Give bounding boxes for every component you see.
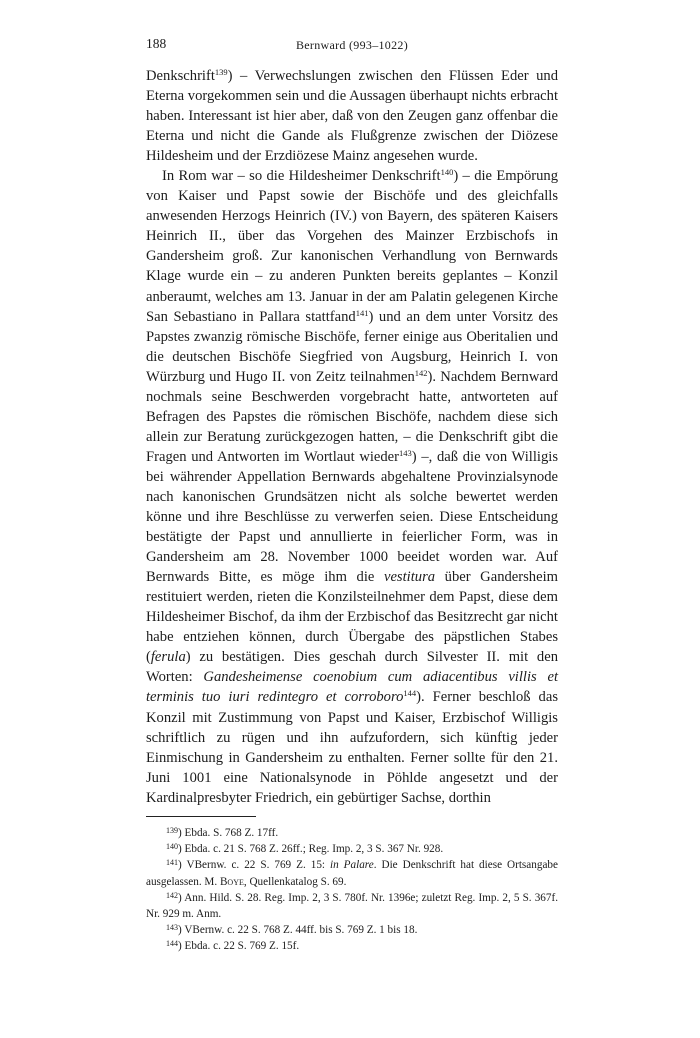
- footnote-140: [146, 841, 558, 857]
- italic-term-vestitura: vestitura: [383, 569, 436, 586]
- footnote-text: ) VBernw. c. 22 S. 769 Z. 15:: [178, 859, 330, 872]
- footnote-139: [146, 825, 558, 841]
- author-name: Boye: [219, 875, 244, 888]
- latin-quotation: Gandesheimense coenobium cum adiacentibus villis et terminis tuo iuri redintegro et corroboro: [146, 669, 558, 706]
- footnote-ref-141[interactable]: 141: [355, 307, 369, 318]
- footnote-text: . Die Denkschrift hat diese Ortsangabe ausgelassen. M.: [146, 859, 558, 888]
- main-text: [146, 66, 558, 808]
- text-run: ) und an dem unter Vorsitz des Papstes zwanzig römische Bischöfe, ferner einige aus Oberitalien und die deutschen Bischöfe Siegfried von Augsburg, Heinrich I. von Würzburg und Hugo II. von Zeitz teilnahmen: [146, 308, 558, 385]
- footnote-ref-140[interactable]: 140: [440, 167, 454, 178]
- footnote-divider: [146, 816, 256, 817]
- footnote-143: [146, 922, 558, 938]
- footnote-text: , Quellenkatalog S. 69.: [243, 875, 347, 888]
- footnote-number: 141: [166, 858, 178, 868]
- page-number: 188: [146, 36, 167, 51]
- footnote-number: 143: [166, 923, 178, 933]
- text-run: ) zu bestätigen. Dies geschah durch Silvester II. mit den Worten:: [146, 649, 558, 686]
- paragraph-2: [146, 166, 558, 808]
- text-run: ). Ferner beschloß das Konzil mit Zustimmung von Papst und Kaiser, Erzbischof Willigis schriftlich zu rügen und ihn aufzufordern, sich künftig jeder Einmischung in Gandersheim zu enthalten. Ferner sollte für den 21. Juni 1001 eine Nationalsynode in Pöhlde angesetzt und der Kardinalpresbyter Friedrich, ein gebürtiger Sachse, dorthin: [146, 689, 558, 806]
- text-run: ). Nachdem Bernward nochmals seine Beschwerden vorgebracht hatte, antworteten auf Befragen des Papstes die römischen Bischöfe, nachdem diese sich allein zur Beratung zurückgezogen hatten, – die Denkschrift gibt die Fragen und Antworten im Wortlaut wieder: [146, 368, 558, 465]
- footnote-142: [146, 890, 558, 922]
- footnote-number: 144: [166, 939, 178, 949]
- footnote-ref-143[interactable]: 143: [399, 447, 412, 458]
- footnote-text: ) Ebda. c. 21 S. 768 Z. 26ff.; Reg. Imp. 2, 3 S. 367 Nr. 928.: [178, 843, 444, 856]
- text-run: In Rom war – so die Hildesheimer Denkschrift: [162, 168, 441, 185]
- footnote-number: 140: [166, 842, 178, 852]
- footnote-text: ) Ebda. c. 22 S. 769 Z. 15f.: [178, 940, 300, 953]
- text-run: ) – Verwechslungen zwischen den Flüssen Eder und Eterna vorgekommen sein und die Aussagen überhaupt nichts erbracht haben. Interessant ist hier aber, daß von den Zeugen ganz offenbar die Eterna und nicht die Gande als Flußgrenze zwischen der Diözese Hildesheim und der Erzdiözese Mainz angesehen wurde.: [146, 68, 558, 165]
- text-run: über Gandersheim restituiert werden, rieten die Konzilsteilnehmer dem Papst, diese dem Hildesheimer Bischof, da ihm der Erzbischof das Besitzrecht gar nicht habe entziehen können, durch Übergabe des päpstlichen Stabes (: [146, 569, 558, 666]
- paragraph-1: [146, 66, 558, 166]
- text-run: ) – die Empörung von Kaiser und Papst sowie der Bischöfe und des gleichfalls anwesenden Herzogs Heinrich (IV.) von Bayern, des späteren Kaisers Heinrich II., über das Vorgehen des Mainzer Erzbischofs in Gandersheim groß. Zur kanonischen Verhandlung von Bernwards Klage wurde ein – zu anderen Punkten bereits geplantes – Konzil anberaumt, welches am 13. Januar in der am Palatin gelegenen Kirche San Sebastiano in Pallara stattfand: [146, 168, 558, 325]
- footnote-ref-142[interactable]: 142: [414, 367, 428, 378]
- footnote-text: ) Ebda. S. 768 Z. 17ff.: [178, 827, 279, 839]
- footnote-141: [146, 857, 558, 889]
- italic-term-ferula: ferula: [150, 649, 186, 666]
- footnote-text: ) Ann. Hild. S. 28. Reg. Imp. 2, 3 S. 780f. Nr. 1396e; zuletzt Reg. Imp. 2, 5 S. 367f. Nr. 929 m. Anm.: [146, 891, 558, 921]
- footnotes: [146, 816, 558, 955]
- text-run: ) –, daß die von Willigis bei währender Appellation Bernwards abgehaltene Provinzialsynode nach kanonischen Grundsätzen nicht als solche bewertet werden könne und ihre Beschlüsse zu verwerfen seien. Diese Entscheidung bestätigte der Papst und annullierte in feierlicher Form, was in Gandersheim am 28. November 1000 beeidet worden war. Auf Bernwards Bitte, es möge ihm die: [146, 448, 558, 586]
- footnote-ref-139[interactable]: 139: [214, 67, 228, 77]
- footnote-text: ) VBernw. c. 22 S. 768 Z. 44ff. bis S. 769 Z. 1 bis 18.: [178, 924, 418, 937]
- footnote-ref-144[interactable]: 144: [403, 688, 417, 699]
- running-head: Bernward (993–1022): [295, 38, 408, 52]
- footnote-italic: in Palare: [330, 859, 374, 872]
- footnote-number: 139: [166, 826, 178, 835]
- footnote-144: [146, 938, 558, 954]
- text-run: Denkschrift: [146, 68, 215, 84]
- footnote-number: 142: [166, 890, 178, 900]
